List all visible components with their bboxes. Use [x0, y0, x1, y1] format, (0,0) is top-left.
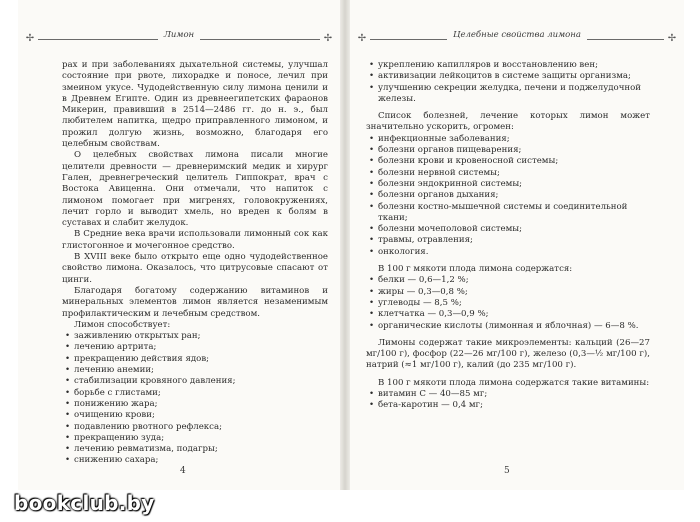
ornament-icon: ✢: [667, 33, 677, 44]
minerals-paragraph: Лимоны содержат такие микроэлементы: кальций (26—27 мг/100 г), фосфор (22—26 мг/100 г), железо (0,3—½ мг/100 г), натрий (≈1 мг/100 г), калий (до 235 мг/100 г).: [366, 337, 650, 371]
list-item: • болезни эндокринной системы;: [366, 179, 650, 190]
ornament-icon: ✢: [357, 33, 367, 44]
list-item: • клетчатка — 0,3—0,9 %;: [366, 309, 650, 320]
list-item: • лечению артрита;: [62, 342, 328, 353]
left-page-text: [62, 60, 328, 467]
list-intro: Лимон способствует:: [74, 319, 171, 330]
list-item: • жиры — 0,3—0,8 %;: [366, 287, 650, 298]
list-item: • улучшению секреции желудка, печени и поджелудочной железы.: [366, 83, 650, 106]
left-header-title: Лимон: [158, 30, 200, 40]
list-item: • белки — 0,6—1,2 %;: [366, 275, 650, 286]
list-item: • болезни мочеполовой системы;: [366, 224, 650, 235]
list-item: • прекращению зуда;: [62, 433, 328, 444]
benefits-list-continued: [366, 60, 650, 105]
list-item: • снижению сахара;: [62, 455, 328, 466]
list-item: • болезни крови и кровеносной системы;: [366, 156, 650, 167]
list-item: • витамин С — 40—85 мг;: [366, 389, 650, 400]
list-item: • укреплению капилляров и восстановлению вен;: [366, 60, 650, 71]
ornament-icon: ✢: [25, 33, 35, 44]
list-item: • борьбе с глистами;: [62, 388, 328, 399]
left-page-number: 4: [180, 466, 186, 476]
right-page-text: [366, 60, 650, 412]
list-item: • лечению ревматизма, подагры;: [62, 444, 328, 455]
list-item: • очищению крови;: [62, 410, 328, 421]
list-item: • стабилизации кровяного давления;: [62, 376, 328, 387]
ornament-icon: ✢: [323, 33, 333, 44]
list-item: • травмы, отравления;: [366, 235, 650, 246]
paragraph: О целебных свойствах лимона писали многие целители древности — древнеримский медик и хирург Гален, древнегреческий целитель Гиппократ, врач с Востока Авиценна. Они отмечали, что напиток с лимоном помогает при мигренях, головокружениях, лечит горло и выводит хмель, но вреден к болям в суставах и слабит желудок.: [62, 150, 328, 229]
list-item: • заживлению открытых ран;: [62, 331, 328, 342]
left-running-header: [24, 30, 334, 44]
list-item: • болезни органов пищеварения;: [366, 145, 650, 156]
list-item: • болезни костно-мышечной системы и соединительной ткани;: [366, 202, 650, 225]
right-page: [350, 0, 684, 490]
list-item: • подавлению рвотного рефлекса;: [62, 422, 328, 433]
list-item: • лечению анемии;: [62, 365, 328, 376]
paragraph: рах и при заболеваниях дыхательной системы, улучшал состояние при рвоте, лихорадке и поносе, лечил при змеином укусе. Чудодейственную силу лимона ценили и в Древнем Египте. Один из древнеегипетских фараонов Микерин, правивший в 2514—2486 гг. до н. э., был любителем напитка, щедро приправленного лимоном, и прожил долгую жизнь, возможно, благодаря его целебным свойствам.: [62, 60, 328, 150]
paragraph: В Средние века врачи использовали лимонный сок как глистогонное и мочегонное средство.: [62, 229, 328, 251]
diseases-intro: Список болезней, лечение которых лимон может значительно ускорить, огромен:: [366, 111, 650, 133]
list-item: • прекращению действия ядов;: [62, 354, 328, 365]
list-item: • болезни органов дыхания;: [366, 190, 650, 201]
list-item: • онкология.: [366, 247, 650, 258]
vitamins-intro: В 100 г мякоти плода лимона содержатся такие витамины:: [378, 377, 650, 388]
pulp-composition-list: [366, 275, 650, 331]
list-item: • бета-каротин — 0,4 мг;: [366, 400, 650, 411]
book-gutter: [340, 0, 350, 490]
right-page-number: 5: [504, 466, 510, 476]
list-item: • активизации лейкоцитов в системе защиты организма;: [366, 71, 650, 82]
list-item: • понижению жара;: [62, 399, 328, 410]
right-running-header: [356, 30, 678, 44]
paragraph: В XVIII веке было открыто еще одно чудодейственное свойство лимона. Оказалось, что цитрусовые спасают от цинги.: [62, 252, 328, 285]
pulp-intro: В 100 г мякоти плода лимона содержатся:: [378, 264, 573, 275]
left-page: [18, 0, 340, 490]
list-item: • органические кислоты (лимонная и яблочная) — 6—8 %.: [366, 321, 650, 332]
vitamins-list: [366, 389, 650, 412]
list-item: • болезни нервной системы;: [366, 168, 650, 179]
paragraph: Благодаря богатому содержанию витаминов и минеральных элементов лимон является незаменимым профилактическим и лечебным средством.: [62, 285, 328, 319]
watermark-logo: bookclub.by: [14, 491, 155, 515]
benefits-list: [62, 331, 328, 467]
diseases-list: [366, 134, 650, 258]
list-item: • инфекционные заболевания;: [366, 134, 650, 145]
list-item: • углеводы — 8,5 %;: [366, 298, 650, 309]
right-header-title: Целебные свойства лимона: [447, 30, 587, 40]
